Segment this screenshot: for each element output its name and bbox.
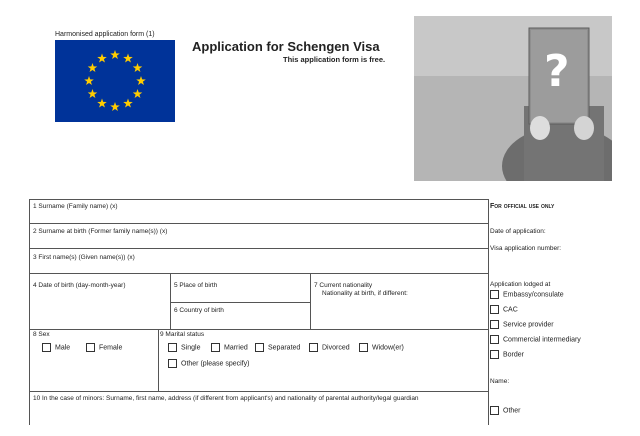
marital-widow-option[interactable]: Widow(er) xyxy=(359,343,404,353)
star-icon xyxy=(133,63,143,72)
applicant-photo xyxy=(414,16,612,181)
field-place-of-birth[interactable]: 5 Place of birth xyxy=(174,282,218,289)
official-service-provider-option[interactable]: Service provider xyxy=(490,320,554,330)
official-name: Name: xyxy=(490,378,510,385)
harmonised-label: Harmonised application form (1) xyxy=(55,31,155,38)
marital-divorced-option[interactable]: Divorced xyxy=(309,343,350,353)
marital-other-option[interactable]: Other (please specify) xyxy=(168,359,249,369)
checkbox[interactable] xyxy=(490,320,499,329)
question-mark: ? xyxy=(544,46,570,97)
star-icon xyxy=(110,50,120,59)
checkbox[interactable] xyxy=(168,343,177,352)
field-country-of-birth[interactable]: 6 Country of birth xyxy=(174,307,224,314)
checkbox[interactable] xyxy=(168,359,177,368)
checkbox[interactable] xyxy=(490,305,499,314)
marital-single-option[interactable]: Single xyxy=(168,343,200,353)
star-icon xyxy=(133,89,143,98)
checkbox[interactable] xyxy=(490,406,499,415)
official-visa-number: Visa application number: xyxy=(490,245,562,252)
official-date-of-application: Date of application: xyxy=(490,228,546,235)
star-icon xyxy=(123,99,133,108)
field-nationality-at-birth: Nationality at birth, if different: xyxy=(322,290,408,297)
page-title: Application for Schengen Visa xyxy=(192,39,380,54)
field-date-of-birth[interactable]: 4 Date of birth (day-month-year) xyxy=(33,282,126,289)
official-embassy-option[interactable]: Embassy/consulate xyxy=(490,290,564,300)
official-lodged-at: Application lodged at xyxy=(490,281,551,288)
checkbox[interactable] xyxy=(490,290,499,299)
eu-flag-icon xyxy=(55,40,175,122)
checkbox[interactable] xyxy=(211,343,220,352)
checkbox[interactable] xyxy=(86,343,95,352)
field-first-names[interactable]: 3 First name(s) (Given name(s)) (x) xyxy=(33,254,135,261)
field-marital-status: 9 Marital status xyxy=(160,331,205,338)
sex-female-option[interactable]: Female xyxy=(86,343,122,353)
sex-male-option[interactable]: Male xyxy=(42,343,70,353)
checkbox[interactable] xyxy=(359,343,368,352)
checkbox[interactable] xyxy=(490,350,499,359)
field-minors-guardian[interactable]: 10 In the case of minors: Surname, first name, address (if different from applicant's) and nationality of parental authority/legal guardian xyxy=(33,395,419,402)
field-surname[interactable]: 1 Surname (Family name) (x) xyxy=(33,203,118,210)
official-commercial-option[interactable]: Commercial intermediary xyxy=(490,335,581,345)
star-icon xyxy=(97,99,107,108)
checkbox[interactable] xyxy=(255,343,264,352)
official-other-option[interactable]: Other xyxy=(490,406,521,416)
official-cac-option[interactable]: CAC xyxy=(490,305,518,315)
star-icon xyxy=(88,89,98,98)
star-icon xyxy=(84,76,94,85)
star-icon xyxy=(136,76,146,85)
star-icon xyxy=(97,53,107,62)
marital-separated-option[interactable]: Separated xyxy=(255,343,300,353)
field-sex: 8 Sex xyxy=(33,331,50,338)
star-icon xyxy=(123,53,133,62)
checkbox[interactable] xyxy=(490,335,499,344)
checkbox[interactable] xyxy=(42,343,51,352)
official-border-option[interactable]: Border xyxy=(490,350,524,360)
field-current-nationality[interactable]: 7 Current nationality xyxy=(314,282,373,289)
field-surname-at-birth[interactable]: 2 Surname at birth (Former family name(s)) (x) xyxy=(33,228,168,235)
star-icon xyxy=(110,102,120,111)
marital-married-option[interactable]: Married xyxy=(211,343,248,353)
checkbox[interactable] xyxy=(309,343,318,352)
page-subtitle: This application form is free. xyxy=(283,55,386,64)
star-icon xyxy=(88,63,98,72)
official-use-heading: For official use only xyxy=(490,203,555,210)
